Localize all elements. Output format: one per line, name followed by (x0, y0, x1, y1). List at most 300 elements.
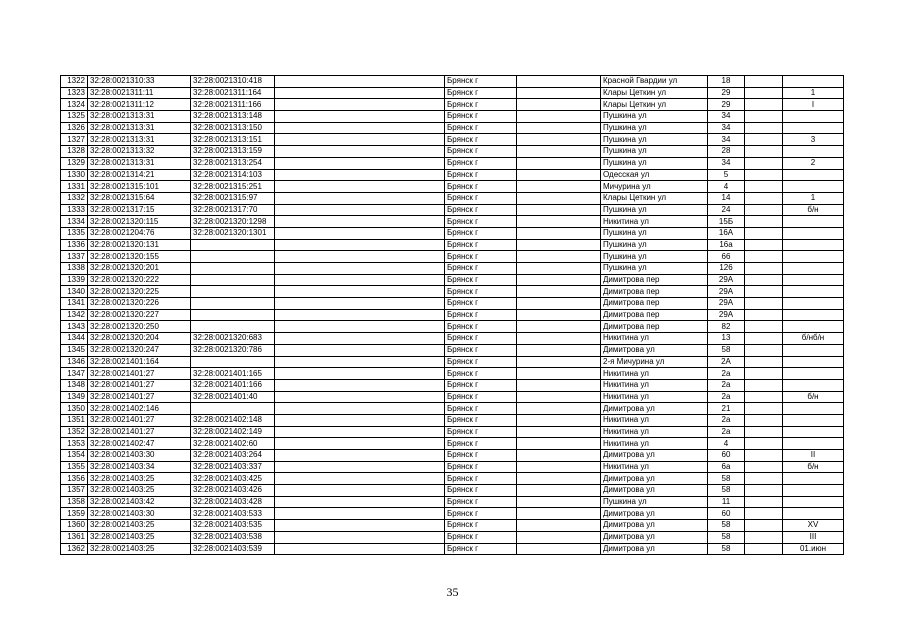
city-cell: Брянск г (445, 379, 517, 391)
street-cell: Никитина ул (601, 368, 708, 380)
extra-note-cell: 1 (783, 192, 844, 204)
row-number-cell: 1345 (61, 344, 88, 356)
table-row (61, 461, 844, 473)
house-number-cell: 58 (708, 531, 745, 543)
blank-col-3-cell (745, 274, 783, 286)
blank-col-cell (275, 379, 445, 391)
street-cell: Никитина ул (601, 426, 708, 438)
table-row (61, 391, 844, 403)
blank-col-2-cell (517, 111, 601, 123)
house-number-cell: 21 (708, 403, 745, 415)
house-number-cell: 29 (708, 87, 745, 99)
street-cell: Пушкина ул (601, 239, 708, 251)
city-cell: Брянск г (445, 181, 517, 193)
street-cell: Димитрова пер (601, 298, 708, 310)
cadastral-number-cell: 32:28:0021401:27 (88, 414, 191, 426)
blank-col-cell (275, 403, 445, 415)
extra-note-cell (783, 181, 844, 193)
house-number-cell: 16А (708, 227, 745, 239)
blank-col-cell (275, 426, 445, 438)
table-body (61, 76, 844, 555)
street-cell: Никитина ул (601, 216, 708, 228)
table-row (61, 263, 844, 275)
street-cell: Димитрова ул (601, 508, 708, 520)
city-cell: Брянск г (445, 485, 517, 497)
extra-note-cell (783, 379, 844, 391)
table-row (61, 146, 844, 158)
object-cadastral-number-cell: 32:28:0021402:149 (191, 426, 275, 438)
extra-note-cell (783, 274, 844, 286)
property-table (60, 75, 844, 555)
city-cell: Брянск г (445, 122, 517, 134)
house-number-cell: 15Б (708, 216, 745, 228)
row-number-cell: 1353 (61, 438, 88, 450)
table-row (61, 192, 844, 204)
table-row (61, 543, 844, 555)
table-row (61, 286, 844, 298)
city-cell: Брянск г (445, 391, 517, 403)
table-row (61, 403, 844, 415)
extra-note-cell (783, 239, 844, 251)
object-cadastral-number-cell: 32:28:0021311:166 (191, 99, 275, 111)
extra-note-cell: III (783, 531, 844, 543)
blank-col-2-cell (517, 485, 601, 497)
house-number-cell: 58 (708, 543, 745, 555)
street-cell: Пушкина ул (601, 227, 708, 239)
row-number-cell: 1329 (61, 157, 88, 169)
street-cell: Клары Цеткин ул (601, 87, 708, 99)
house-number-cell: 34 (708, 111, 745, 123)
blank-col-2-cell (517, 87, 601, 99)
street-cell: Пушкина ул (601, 111, 708, 123)
cadastral-number-cell: 32:28:0021310:33 (88, 76, 191, 88)
blank-col-3-cell (745, 87, 783, 99)
city-cell: Брянск г (445, 543, 517, 555)
row-number-cell: 1343 (61, 321, 88, 333)
cadastral-number-cell: 32:28:0021403:30 (88, 508, 191, 520)
extra-note-cell (783, 485, 844, 497)
blank-col-cell (275, 461, 445, 473)
extra-note-cell: XV (783, 520, 844, 532)
street-cell: Димитрова пер (601, 321, 708, 333)
row-number-cell: 1355 (61, 461, 88, 473)
street-cell: Мичурина ул (601, 181, 708, 193)
object-cadastral-number-cell: 32:28:0021315:97 (191, 192, 275, 204)
extra-note-cell (783, 263, 844, 275)
street-cell: Никитина ул (601, 414, 708, 426)
blank-col-3-cell (745, 263, 783, 275)
blank-col-cell (275, 531, 445, 543)
table-row (61, 134, 844, 146)
blank-col-3-cell (745, 76, 783, 88)
blank-col-3-cell (745, 111, 783, 123)
house-number-cell: 2а (708, 426, 745, 438)
blank-col-2-cell (517, 181, 601, 193)
house-number-cell: 28 (708, 146, 745, 158)
blank-col-2-cell (517, 461, 601, 473)
table-row (61, 473, 844, 485)
table-row (61, 298, 844, 310)
blank-col-3-cell (745, 99, 783, 111)
blank-col-cell (275, 76, 445, 88)
table-row (61, 251, 844, 263)
house-number-cell: 29 (708, 99, 745, 111)
page-number: 35 (446, 585, 459, 599)
row-number-cell: 1328 (61, 146, 88, 158)
cadastral-number-cell: 32:28:0021403:25 (88, 531, 191, 543)
city-cell: Брянск г (445, 333, 517, 345)
blank-col-3-cell (745, 473, 783, 485)
street-cell: Пушкина ул (601, 204, 708, 216)
city-cell: Брянск г (445, 321, 517, 333)
extra-note-cell (783, 227, 844, 239)
street-cell: Димитрова ул (601, 450, 708, 462)
object-cadastral-number-cell (191, 321, 275, 333)
table-row (61, 531, 844, 543)
extra-note-cell: 1 (783, 87, 844, 99)
blank-col-cell (275, 368, 445, 380)
blank-col-2-cell (517, 204, 601, 216)
blank-col-2-cell (517, 309, 601, 321)
street-cell: Пушкина ул (601, 496, 708, 508)
row-number-cell: 1335 (61, 227, 88, 239)
object-cadastral-number-cell (191, 239, 275, 251)
object-cadastral-number-cell: 32:28:0021320:786 (191, 344, 275, 356)
table-row (61, 438, 844, 450)
extra-note-cell: 3 (783, 134, 844, 146)
blank-col-3-cell (745, 403, 783, 415)
house-number-cell: 34 (708, 134, 745, 146)
table-row (61, 274, 844, 286)
cadastral-number-cell: 32:28:0021313:32 (88, 146, 191, 158)
table-row (61, 239, 844, 251)
blank-col-2-cell (517, 414, 601, 426)
blank-col-cell (275, 87, 445, 99)
blank-col-2-cell (517, 520, 601, 532)
cadastral-number-cell: 32:28:0021313:31 (88, 134, 191, 146)
blank-col-3-cell (745, 368, 783, 380)
blank-col-cell (275, 485, 445, 497)
blank-col-2-cell (517, 356, 601, 368)
table-row (61, 344, 844, 356)
blank-col-cell (275, 450, 445, 462)
blank-col-cell (275, 508, 445, 520)
blank-col-2-cell (517, 122, 601, 134)
street-cell: Димитрова ул (601, 473, 708, 485)
object-cadastral-number-cell (191, 251, 275, 263)
row-number-cell: 1352 (61, 426, 88, 438)
table-row (61, 321, 844, 333)
row-number-cell: 1350 (61, 403, 88, 415)
cadastral-number-cell: 32:28:0021204:76 (88, 227, 191, 239)
row-number-cell: 1325 (61, 111, 88, 123)
house-number-cell: 58 (708, 473, 745, 485)
object-cadastral-number-cell: 32:28:0021403:425 (191, 473, 275, 485)
street-cell: Красной Гвардии ул (601, 76, 708, 88)
blank-col-3-cell (745, 356, 783, 368)
object-cadastral-number-cell (191, 309, 275, 321)
city-cell: Брянск г (445, 134, 517, 146)
blank-col-2-cell (517, 344, 601, 356)
object-cadastral-number-cell: 32:28:0021313:151 (191, 134, 275, 146)
cadastral-number-cell: 32:28:0021320:227 (88, 309, 191, 321)
city-cell: Брянск г (445, 309, 517, 321)
table-row (61, 169, 844, 181)
row-number-cell: 1346 (61, 356, 88, 368)
house-number-cell: 6а (708, 461, 745, 473)
blank-col-cell (275, 181, 445, 193)
blank-col-3-cell (745, 333, 783, 345)
blank-col-cell (275, 496, 445, 508)
extra-note-cell (783, 356, 844, 368)
city-cell: Брянск г (445, 520, 517, 532)
blank-col-2-cell (517, 99, 601, 111)
blank-col-2-cell (517, 321, 601, 333)
blank-col-3-cell (745, 204, 783, 216)
blank-col-2-cell (517, 531, 601, 543)
cadastral-number-cell: 32:28:0021402:47 (88, 438, 191, 450)
extra-note-cell (783, 344, 844, 356)
row-number-cell: 1337 (61, 251, 88, 263)
row-number-cell: 1324 (61, 99, 88, 111)
table-row (61, 99, 844, 111)
row-number-cell: 1334 (61, 216, 88, 228)
cadastral-number-cell: 32:28:0021401:27 (88, 368, 191, 380)
extra-note-cell (783, 309, 844, 321)
row-number-cell: 1344 (61, 333, 88, 345)
house-number-cell: 66 (708, 251, 745, 263)
object-cadastral-number-cell (191, 298, 275, 310)
row-number-cell: 1357 (61, 485, 88, 497)
row-number-cell: 1354 (61, 450, 88, 462)
house-number-cell: 16а (708, 239, 745, 251)
row-number-cell: 1330 (61, 169, 88, 181)
cadastral-number-cell: 32:28:0021315:64 (88, 192, 191, 204)
blank-col-2-cell (517, 543, 601, 555)
house-number-cell: 13 (708, 333, 745, 345)
extra-note-cell: I (783, 99, 844, 111)
house-number-cell: 34 (708, 157, 745, 169)
house-number-cell: 2а (708, 414, 745, 426)
city-cell: Брянск г (445, 192, 517, 204)
city-cell: Брянск г (445, 111, 517, 123)
house-number-cell: 4 (708, 181, 745, 193)
blank-col-cell (275, 333, 445, 345)
cadastral-number-cell: 32:28:0021403:34 (88, 461, 191, 473)
house-number-cell: 29А (708, 286, 745, 298)
house-number-cell: 29А (708, 309, 745, 321)
extra-note-cell (783, 438, 844, 450)
street-cell: Димитрова ул (601, 344, 708, 356)
extra-note-cell (783, 286, 844, 298)
cadastral-number-cell: 32:28:0021403:30 (88, 450, 191, 462)
blank-col-3-cell (745, 321, 783, 333)
row-number-cell: 1347 (61, 368, 88, 380)
blank-col-cell (275, 356, 445, 368)
blank-col-3-cell (745, 485, 783, 497)
blank-col-cell (275, 473, 445, 485)
city-cell: Брянск г (445, 76, 517, 88)
blank-col-2-cell (517, 391, 601, 403)
object-cadastral-number-cell (191, 356, 275, 368)
table-row (61, 227, 844, 239)
table-row (61, 309, 844, 321)
street-cell: Пушкина ул (601, 251, 708, 263)
row-number-cell: 1331 (61, 181, 88, 193)
blank-col-2-cell (517, 274, 601, 286)
extra-note-cell: б/нб/н (783, 333, 844, 345)
object-cadastral-number-cell (191, 274, 275, 286)
city-cell: Брянск г (445, 157, 517, 169)
extra-note-cell (783, 146, 844, 158)
table-row (61, 450, 844, 462)
table-row (61, 216, 844, 228)
row-number-cell: 1336 (61, 239, 88, 251)
blank-col-2-cell (517, 333, 601, 345)
city-cell: Брянск г (445, 438, 517, 450)
city-cell: Брянск г (445, 461, 517, 473)
row-number-cell: 1327 (61, 134, 88, 146)
extra-note-cell (783, 251, 844, 263)
cadastral-number-cell: 32:28:0021320:201 (88, 263, 191, 275)
blank-col-2-cell (517, 263, 601, 275)
row-number-cell: 1348 (61, 379, 88, 391)
object-cadastral-number-cell: 32:28:0021401:166 (191, 379, 275, 391)
cadastral-number-cell: 32:28:0021320:247 (88, 344, 191, 356)
house-number-cell: 18 (708, 76, 745, 88)
city-cell: Брянск г (445, 87, 517, 99)
blank-col-2-cell (517, 239, 601, 251)
table-row (61, 414, 844, 426)
blank-col-2-cell (517, 426, 601, 438)
extra-note-cell: 2 (783, 157, 844, 169)
blank-col-3-cell (745, 531, 783, 543)
house-number-cell: 58 (708, 485, 745, 497)
object-cadastral-number-cell: 32:28:0021313:254 (191, 157, 275, 169)
blank-col-3-cell (745, 286, 783, 298)
extra-note-cell (783, 76, 844, 88)
house-number-cell: 60 (708, 450, 745, 462)
table-row (61, 368, 844, 380)
city-cell: Брянск г (445, 216, 517, 228)
table-row (61, 204, 844, 216)
extra-note-cell: II (783, 450, 844, 462)
street-cell: Одесская ул (601, 169, 708, 181)
blank-col-3-cell (745, 543, 783, 555)
house-number-cell: 58 (708, 520, 745, 532)
blank-col-2-cell (517, 227, 601, 239)
city-cell: Брянск г (445, 344, 517, 356)
city-cell: Брянск г (445, 298, 517, 310)
house-number-cell: 29А (708, 274, 745, 286)
row-number-cell: 1326 (61, 122, 88, 134)
blank-col-3-cell (745, 181, 783, 193)
blank-col-2-cell (517, 146, 601, 158)
blank-col-3-cell (745, 450, 783, 462)
cadastral-number-cell: 32:28:0021314:21 (88, 169, 191, 181)
cadastral-number-cell: 32:28:0021311:11 (88, 87, 191, 99)
object-cadastral-number-cell: 32:28:0021402:60 (191, 438, 275, 450)
cadastral-number-cell: 32:28:0021315:101 (88, 181, 191, 193)
blank-col-cell (275, 438, 445, 450)
object-cadastral-number-cell: 32:28:0021317:70 (191, 204, 275, 216)
blank-col-cell (275, 298, 445, 310)
house-number-cell: 82 (708, 321, 745, 333)
table-row (61, 426, 844, 438)
cadastral-number-cell: 32:28:0021320:131 (88, 239, 191, 251)
cadastral-number-cell: 32:28:0021320:222 (88, 274, 191, 286)
blank-col-3-cell (745, 309, 783, 321)
city-cell: Брянск г (445, 227, 517, 239)
object-cadastral-number-cell: 32:28:0021313:150 (191, 122, 275, 134)
house-number-cell: 11 (708, 496, 745, 508)
object-cadastral-number-cell: 32:28:0021401:40 (191, 391, 275, 403)
blank-col-2-cell (517, 76, 601, 88)
blank-col-cell (275, 204, 445, 216)
extra-note-cell (783, 473, 844, 485)
street-cell: Димитрова пер (601, 286, 708, 298)
cadastral-number-cell: 32:28:0021317:15 (88, 204, 191, 216)
blank-col-3-cell (745, 508, 783, 520)
house-number-cell: 2а (708, 368, 745, 380)
row-number-cell: 1332 (61, 192, 88, 204)
table-row (61, 87, 844, 99)
blank-col-3-cell (745, 192, 783, 204)
city-cell: Брянск г (445, 204, 517, 216)
extra-note-cell (783, 111, 844, 123)
extra-note-cell (783, 426, 844, 438)
cadastral-number-cell: 32:28:0021403:25 (88, 520, 191, 532)
blank-col-cell (275, 227, 445, 239)
cadastral-number-cell: 32:28:0021403:42 (88, 496, 191, 508)
house-number-cell: 2а (708, 391, 745, 403)
cadastral-number-cell: 32:28:0021401:164 (88, 356, 191, 368)
blank-col-cell (275, 111, 445, 123)
city-cell: Брянск г (445, 473, 517, 485)
object-cadastral-number-cell: 32:28:0021402:148 (191, 414, 275, 426)
blank-col-cell (275, 543, 445, 555)
object-cadastral-number-cell: 32:28:0021403:538 (191, 531, 275, 543)
blank-col-2-cell (517, 473, 601, 485)
blank-col-cell (275, 146, 445, 158)
cadastral-number-cell: 32:28:0021403:25 (88, 543, 191, 555)
object-cadastral-number-cell: 32:28:0021403:428 (191, 496, 275, 508)
extra-note-cell (783, 321, 844, 333)
blank-col-3-cell (745, 461, 783, 473)
object-cadastral-number-cell: 32:28:0021311:164 (191, 87, 275, 99)
object-cadastral-number-cell: 32:28:0021310:418 (191, 76, 275, 88)
row-number-cell: 1362 (61, 543, 88, 555)
blank-col-2-cell (517, 298, 601, 310)
house-number-cell: 126 (708, 263, 745, 275)
blank-col-2-cell (517, 450, 601, 462)
street-cell: Димитрова ул (601, 403, 708, 415)
row-number-cell: 1356 (61, 473, 88, 485)
city-cell: Брянск г (445, 251, 517, 263)
blank-col-cell (275, 134, 445, 146)
object-cadastral-number-cell: 32:28:0021403:264 (191, 450, 275, 462)
object-cadastral-number-cell: 32:28:0021320:683 (191, 333, 275, 345)
street-cell: Никитина ул (601, 333, 708, 345)
blank-col-cell (275, 157, 445, 169)
blank-col-2-cell (517, 508, 601, 520)
blank-col-cell (275, 286, 445, 298)
blank-col-3-cell (745, 251, 783, 263)
blank-col-3-cell (745, 239, 783, 251)
city-cell: Брянск г (445, 146, 517, 158)
table-row (61, 333, 844, 345)
city-cell: Брянск г (445, 426, 517, 438)
